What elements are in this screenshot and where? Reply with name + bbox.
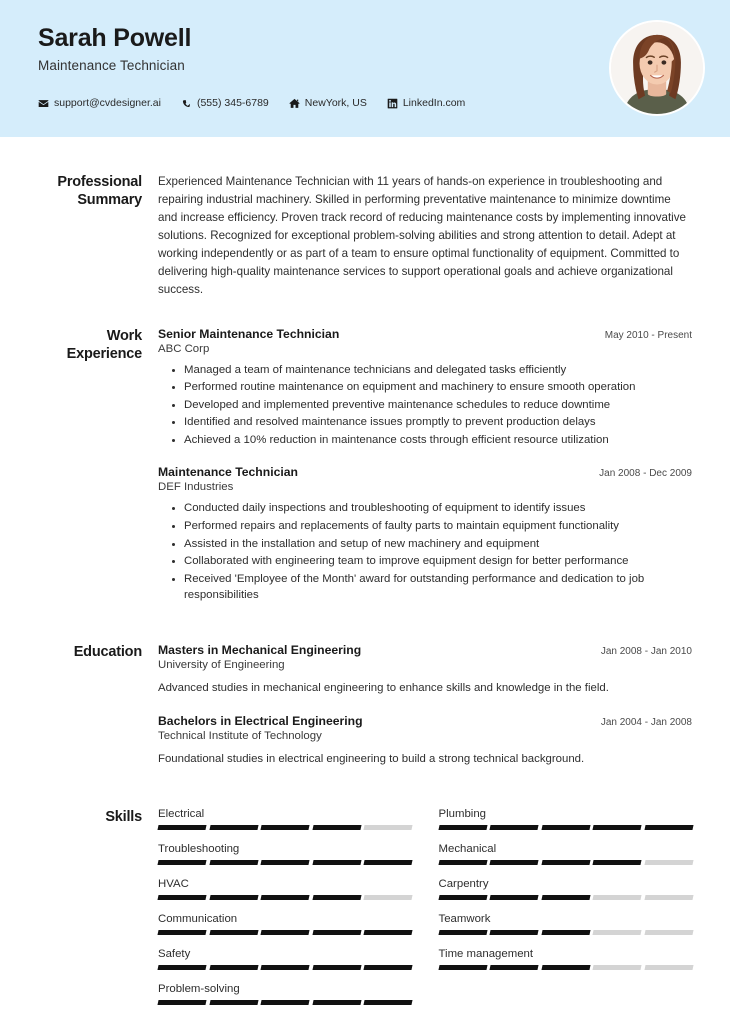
education-degree: Masters in Mechanical Engineering (158, 642, 362, 657)
skill-name: Problem-solving (158, 982, 240, 995)
skill-item (439, 948, 693, 983)
list-item: • Managed a team of maintenance technicians and delegated tasks efficiently (184, 362, 692, 379)
skill-name: Carpentry (438, 877, 489, 890)
experience-role: Senior Maintenance Technician (158, 326, 340, 341)
education-entry-head (158, 643, 692, 657)
skill-level-pip (592, 895, 641, 900)
skill-level-pip (489, 860, 538, 865)
experience-entry (158, 327, 692, 449)
skill-level-bar (439, 965, 693, 970)
contact-location-text: NewYork, US (304, 97, 367, 109)
skill-level-pip (157, 860, 206, 865)
skill-level-pip (541, 825, 590, 830)
skill-item (158, 948, 412, 983)
skill-level-pip (489, 825, 538, 830)
contact-email-text: support@cvdesigner.ai (54, 97, 161, 109)
skill-level-pip (592, 930, 641, 935)
skill-level-bar (158, 825, 412, 830)
skill-level-pip (312, 860, 361, 865)
list-item: • Conducted daily inspections and troubleshooting of equipment to identify issues (184, 500, 692, 517)
education-date: Jan 2008 - Jan 2010 (600, 645, 692, 657)
home-icon (289, 98, 300, 109)
skill-level-pip (592, 965, 641, 970)
list-item: • Collaborated with engineering team to improve equipment design for better performance (184, 553, 692, 570)
skill-item (439, 878, 693, 913)
experience-entry-head (158, 465, 692, 479)
skill-name: Troubleshooting (158, 842, 240, 855)
experience-date: May 2010 - Present (604, 329, 692, 341)
skill-level-bar (439, 930, 693, 935)
list-item: • Performed routine maintenance on equipment and machinery to ensure smooth operation (184, 379, 692, 396)
avatar-illustration (611, 22, 703, 114)
skill-level-pip (209, 825, 258, 830)
skill-level-pip (260, 825, 309, 830)
skill-level-bar (158, 930, 412, 935)
contact-linkedin-text: LinkedIn.com (402, 97, 466, 109)
skill-level-bar (439, 860, 693, 865)
skill-level-pip (260, 860, 309, 865)
section-professional-summary (38, 173, 692, 299)
skill-level-pip (363, 930, 412, 935)
section-work-experience (38, 327, 692, 610)
education-description: Advanced studies in mechanical engineering to enhance skills and knowledge in the field. (158, 681, 609, 694)
contact-location[interactable] (289, 97, 367, 109)
skill-level-pip (438, 825, 487, 830)
education-school: Technical Institute of Technology (158, 729, 322, 742)
contact-linkedin[interactable] (387, 97, 465, 109)
skill-level-bar (158, 895, 412, 900)
skill-level-pip (489, 930, 538, 935)
skill-name: Time management (438, 947, 534, 960)
phone-icon (181, 98, 192, 109)
skill-level-pip (489, 895, 538, 900)
skill-level-pip (209, 930, 258, 935)
skill-level-bar (158, 965, 412, 970)
skill-level-pip (363, 895, 412, 900)
skill-level-pip (260, 965, 309, 970)
experience-bullets (158, 500, 692, 603)
experience-date: Jan 2008 - Dec 2009 (599, 468, 692, 480)
skill-name: Communication (158, 912, 238, 925)
skills-grid (158, 808, 692, 1018)
section-education (38, 643, 692, 774)
contact-row (38, 97, 465, 109)
skill-level-pip (209, 1000, 258, 1005)
experience-entry (158, 465, 692, 603)
skill-level-pip (644, 930, 693, 935)
experience-bullets (158, 362, 692, 449)
skill-level-pip (541, 895, 590, 900)
list-item: • Achieved a 10% reduction in maintenance costs through efficient resource utilization (184, 432, 692, 449)
skill-item (439, 808, 693, 843)
skill-name: HVAC (158, 877, 189, 890)
skill-level-bar (158, 1000, 412, 1005)
experience-org: DEF Industries (158, 481, 234, 494)
education-school: University of Engineering (158, 658, 285, 671)
skill-level-pip (157, 895, 206, 900)
skill-level-pip (312, 930, 361, 935)
avatar (609, 20, 705, 116)
skill-level-pip (592, 825, 641, 830)
skill-level-pip (209, 860, 258, 865)
skill-level-pip (438, 965, 487, 970)
list-item: • Developed and implemented preventive maintenance schedules to reduce downtime (184, 397, 692, 414)
list-item: • Performed repairs and replacements of faulty parts to maintain equipment functionality (184, 518, 692, 535)
section-label-experience: Work Experience (66, 327, 142, 362)
candidate-job-title: Maintenance Technician (38, 57, 185, 73)
experience-role: Maintenance Technician (158, 465, 298, 480)
skill-name: Safety (158, 947, 191, 960)
resume-body (0, 173, 730, 1018)
skill-level-pip (489, 965, 538, 970)
skill-level-bar (158, 860, 412, 865)
skill-item (158, 913, 412, 948)
skill-level-pip (438, 930, 487, 935)
skill-level-pip (312, 895, 361, 900)
contact-phone-text: (555) 345-6789 (196, 97, 269, 109)
experience-org: ABC Corp (158, 342, 210, 355)
linkedin-icon (387, 98, 398, 109)
section-skills (38, 808, 692, 1018)
skill-level-pip (260, 930, 309, 935)
email-icon (38, 98, 49, 109)
skill-level-pip (363, 965, 412, 970)
skill-level-pip (644, 895, 693, 900)
skill-level-pip (644, 860, 693, 865)
list-item: • Assisted in the installation and setup of new machinery and equipment (184, 536, 692, 553)
education-entry (158, 714, 692, 768)
skill-level-pip (209, 895, 258, 900)
skill-level-pip (260, 895, 309, 900)
skill-level-pip (157, 825, 206, 830)
contact-phone[interactable] (181, 97, 269, 109)
skill-level-pip (363, 1000, 412, 1005)
section-label-skills: Skills (105, 808, 142, 825)
education-description: Foundational studies in electrical engineering to build a strong technical background. (158, 752, 585, 765)
section-label-education: Education (73, 643, 142, 660)
skill-level-pip (438, 860, 487, 865)
skill-level-pip (157, 930, 206, 935)
section-label-summary: Professional Summary (57, 174, 142, 209)
contact-email[interactable] (38, 97, 161, 109)
skill-level-pip (363, 860, 412, 865)
skill-level-pip (312, 1000, 361, 1005)
skill-name: Electrical (158, 807, 205, 820)
skill-level-pip (541, 860, 590, 865)
skill-item (158, 843, 412, 878)
skill-level-pip (312, 825, 361, 830)
education-degree: Bachelors in Electrical Engineering (158, 713, 363, 728)
education-entry (158, 643, 692, 697)
skill-item (158, 983, 412, 1018)
skill-item (158, 878, 412, 913)
skill-level-pip (592, 860, 641, 865)
skill-level-pip (541, 965, 590, 970)
skill-item (439, 843, 693, 878)
skill-level-pip (438, 895, 487, 900)
skill-name: Plumbing (438, 807, 486, 820)
skill-level-bar (439, 895, 693, 900)
skill-level-pip (312, 965, 361, 970)
skill-name: Teamwork (438, 912, 491, 925)
education-date: Jan 2004 - Jan 2008 (600, 716, 692, 728)
skill-level-pip (644, 825, 693, 830)
skill-level-pip (644, 965, 693, 970)
list-item: • Identified and resolved maintenance issues promptly to prevent production delays (184, 414, 692, 431)
skill-level-pip (157, 1000, 206, 1005)
education-entry-head (158, 714, 692, 728)
experience-entry-head (158, 327, 692, 341)
skill-level-pip (260, 1000, 309, 1005)
skill-level-pip (157, 965, 206, 970)
list-item: • Received 'Employee of the Month' award for outstanding performance and dedication to job responsibilities (184, 571, 692, 604)
skill-level-pip (541, 930, 590, 935)
skill-level-pip (209, 965, 258, 970)
summary-text: Experienced Maintenance Technician with 11 years of hands-on experience in troubleshooting and repairing industrial machinery. Skilled in performing preventative maintenance to minimize downtime and increase efficiency. Proven track record of reducing maintenance costs by implementing innovative solutions. Recognized for exceptional problem-solving abilities and strong attention to detail. Adept at working independently or as part of a team to ensure optimal functionality of equipment. Committed to delivering high-quality maintenance services to support operational goals and achieve organizational success. (158, 175, 687, 296)
skill-item (439, 913, 693, 948)
skill-item (158, 808, 412, 843)
skill-name: Mechanical (438, 842, 497, 855)
resume-header (0, 0, 730, 137)
candidate-name: Sarah Powell (38, 24, 192, 52)
skill-level-bar (439, 825, 693, 830)
skill-level-pip (363, 825, 412, 830)
